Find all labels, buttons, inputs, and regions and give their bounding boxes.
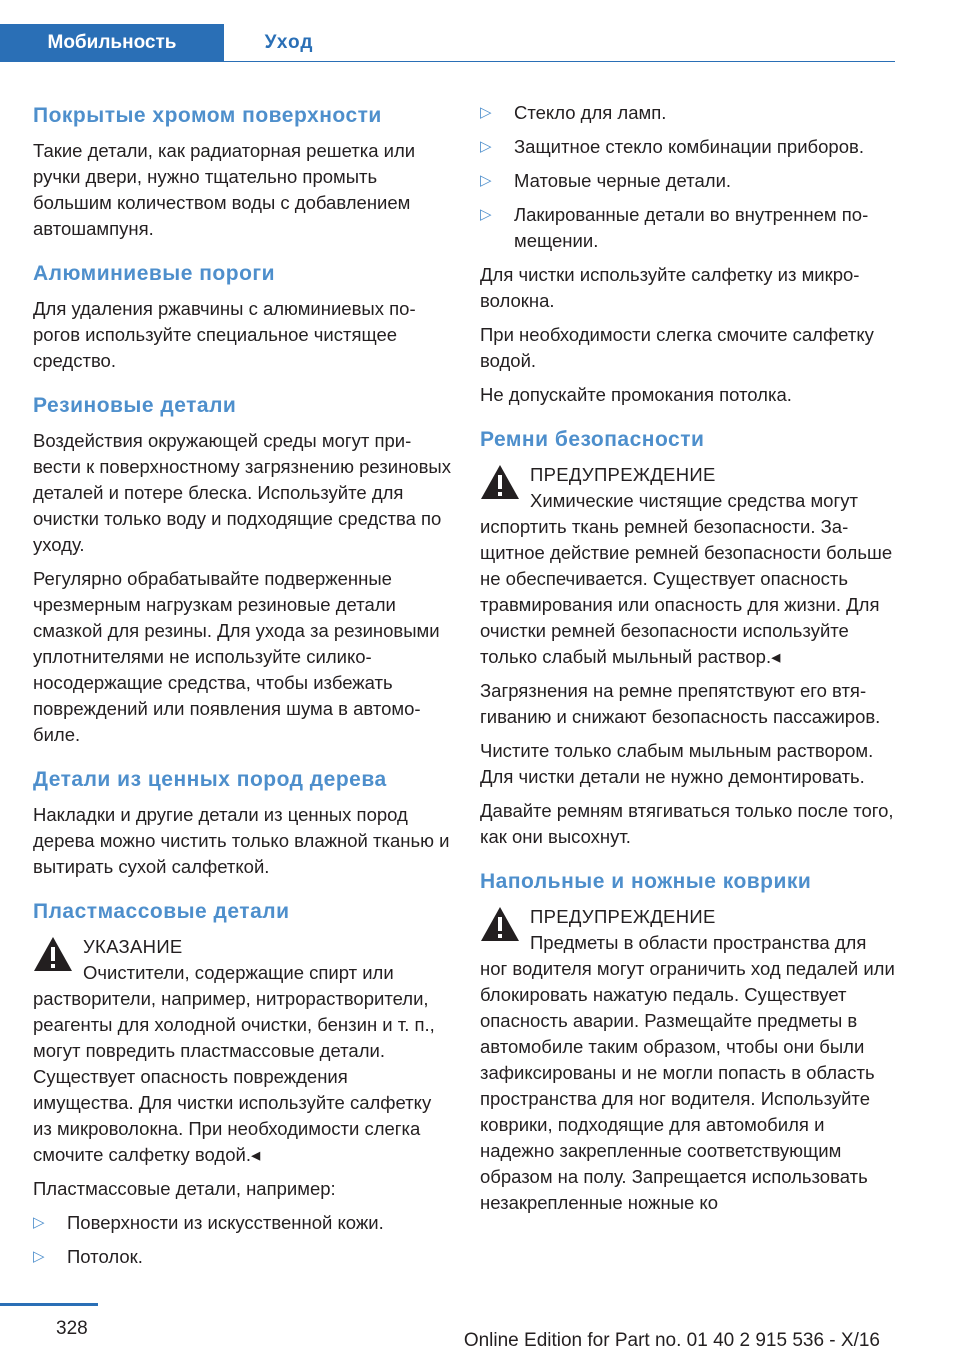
list-item-text: Стекло для ламп. [514,102,667,123]
list-item-text: Лакированные детали во внутреннем помещении. [514,204,869,251]
warning-label: ПРЕДУПРЕЖДЕНИЕ [530,464,716,485]
section-rubber [33,390,453,748]
list-item [33,1210,453,1236]
notice-label: УКАЗАНИЕ [83,936,183,957]
paragraph: При необходимости слегка смочите салфетку водой. [480,324,874,371]
warning-text: Химические чистящие средства могут испортить ткань ремней безопасности. Защитное действие ремней безопасности больше не обеспечивается. Существует опасность травмирования или опасность для жизни. Для очистки ремней безопасности используйте только слабый мыльный раствор.◂ [480,490,893,667]
tab-mobility[interactable]: Мобильность [0,24,224,62]
section-floor-mats [480,866,895,1216]
bullet-list [33,1210,453,1270]
list-item [480,202,895,254]
list-item-text: Потолок. [67,1246,143,1267]
notice-box [33,934,453,1168]
triangle-right-bullet-icon: ▷ [480,138,492,155]
section-aluminium [33,258,453,374]
paragraph: Для чистки используйте салфетку из микроволокна. [480,264,860,311]
paragraph: Регулярно обрабатывайте подверженные чрезмерным нагрузкам резиновые детали смазкой для резины. Для ухода за резиновыми уплотнителями не используйте силиконосодержащие средства, чтобы избежать повреждений или появления шума в автомобиле. [33,568,440,745]
list-item [480,100,895,126]
section-seat-belts [480,424,895,850]
header-divider [0,61,895,62]
warning-box [480,904,895,1216]
warning-triangle-icon [480,464,520,500]
breadcrumb-tabs [0,24,354,62]
paragraph: Для удаления ржавчины с алюминиевых порогов используйте специальное чистящее средство. [33,298,416,371]
section-wood [33,764,453,880]
section-plastic [33,896,453,1270]
footer-divider [0,1303,98,1306]
list-item-text: Поверхности из искусственной кожи. [67,1212,384,1233]
warning-label: ПРЕДУПРЕЖДЕНИЕ [530,906,716,927]
paragraph: Такие детали, как радиаторная решетка или ручки двери, нужно тщательно промыть большим количеством воды с добавлением автошампуня. [33,140,416,239]
heading-rubber: Резиновые детали [33,394,237,417]
heading-plastic: Пластмассовые детали [33,900,290,923]
tab-care[interactable]: Уход [264,32,314,53]
paragraph: Чистите только слабым мыльным раствором. Для чистки детали не нужно демонтировать. [480,740,874,787]
left-column [33,100,453,1286]
heading-floor-mats: Напольные и ножные коврики [480,870,812,893]
right-column [480,100,895,1232]
paragraph: Загрязнения на ремне препятствуют его втягиванию и снижают безопасность пассажиров. [480,680,881,727]
bullet-list [480,100,895,254]
list-item [480,134,895,160]
heading-wood: Детали из ценных пород дерева [33,768,387,791]
list-item-text: Матовые черные детали. [514,170,732,191]
list-item [33,1244,453,1270]
triangle-right-bullet-icon: ▷ [480,172,492,189]
triangle-right-bullet-icon: ▷ [480,104,492,121]
paragraph: Давайте ремням втягиваться только после того, как они высохнут. [480,800,894,847]
triangle-right-bullet-icon: ▷ [33,1248,45,1265]
paragraph: Не допускайте промокания потолка. [480,384,792,405]
warning-triangle-icon [33,936,73,972]
warning-box [480,462,895,670]
triangle-right-bullet-icon: ▷ [480,206,492,223]
section-chrome [33,100,453,242]
paragraph: Накладки и другие детали из ценных пород дерева можно чистить только влажной тканью и вытирать сухой салфеткой. [33,804,450,877]
paragraph: Воздействия окружающей среды могут привести к поверхностному загрязнению резиновых деталей и потере блеска. Используйте для очистки только воду и подходящие средства по уходу. [33,430,451,555]
edition-line: Online Edition for Part no. 01 40 2 915 536 - X/16 [463,1330,880,1351]
heading-chrome: Покрытые хромом поверхности [33,104,382,127]
page-number: 328 [56,1318,88,1339]
paragraph: Пластмассовые детали, например: [33,1178,336,1199]
heading-aluminium: Алюминиевые пороги [33,262,276,285]
warning-text: Предметы в области пространства для ног водителя могут ограничить ход педалей или блокировать нажатую педаль. Существует опасность аварии. Размещайте предметы в автомобиле таким образом, чтобы они были зафиксированы и не могли попасть в область пространства для ног водителя. Используйте коврики, подходящие для автомобиля и надежно закрепленные соответствующим образом на полу. Запрещается использовать незакрепленные ножные ко [480,932,895,1213]
triangle-right-bullet-icon: ▷ [33,1214,45,1231]
list-item-text: Защитное стекло комбинации приборов. [514,136,864,157]
warning-triangle-icon [480,906,520,942]
list-item [480,168,895,194]
notice-text: Очистители, содержащие спирт или растворители, например, нитрорастворители, реагенты для холодной очистки, бензин и т. п., могут повредить пластмассовые детали. Существует опасность повреждения имущества. Для чистки используйте салфетку из микроволокна. При необходимости слегка смочите салфетку водой.◂ [33,962,435,1165]
heading-seat-belts: Ремни безопасности [480,428,705,451]
